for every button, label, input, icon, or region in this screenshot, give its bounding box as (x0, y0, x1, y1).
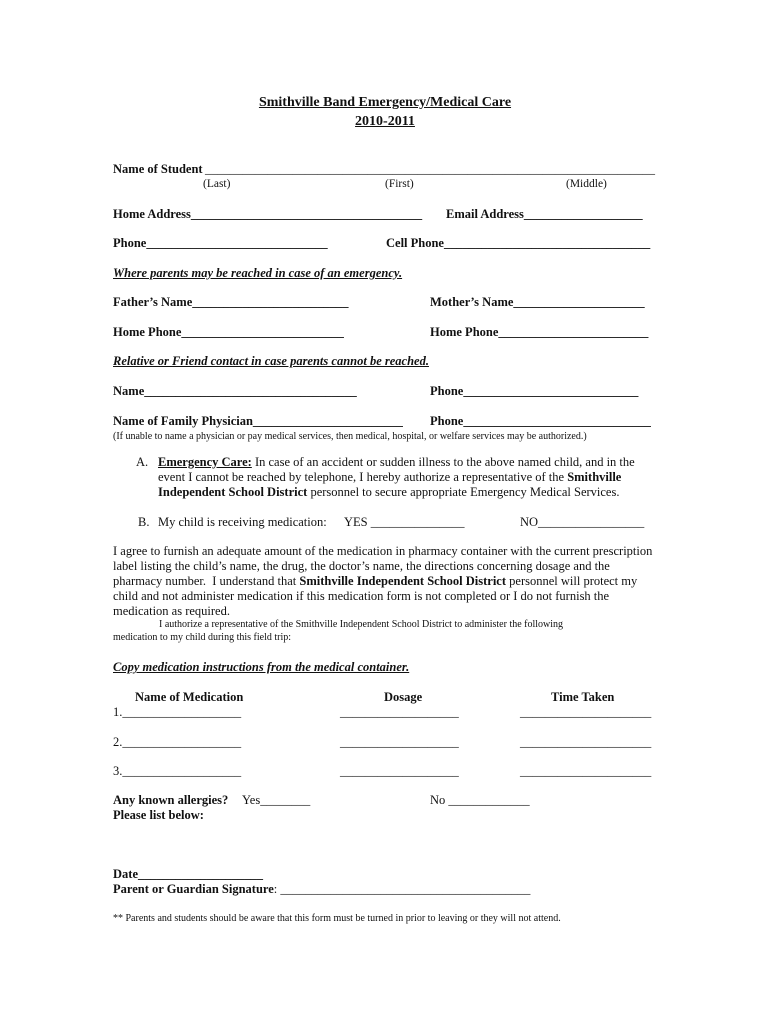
medication-2-time-field[interactable]: _____________________ (520, 735, 652, 749)
authorize-line-1: I authorize a representative of the Smithville Independent School District to administer the following (159, 619, 564, 630)
phone-field[interactable]: Phone_____________________________ (113, 236, 328, 250)
agreement-text-3a: pharmacy number. I understand that (113, 574, 300, 588)
medication-2-dosage-field[interactable]: ___________________ (340, 735, 459, 749)
mother-name-field[interactable]: Mother’s Name_____________________ (430, 295, 645, 309)
allergies-label: Any known allergies? (113, 793, 229, 807)
footer-note: ** Parents and students should be aware that this form must be turned in prior to leaving or they will not attend. (113, 913, 561, 924)
parents-section-heading: Where parents may be reached in case of an emergency. (113, 266, 403, 280)
emergency-care-text-3: personnel to secure appropriate Emergency Medical Services. (307, 485, 620, 499)
guardian-signature-field[interactable]: : ________________________________________ (273, 882, 531, 896)
medication-3-dosage-field[interactable]: ___________________ (340, 764, 459, 778)
col-medication-name: Name of Medication (135, 690, 244, 704)
mother-home-phone-field[interactable]: Home Phone________________________ (430, 325, 649, 339)
physician-name-field[interactable]: Name of Family Physician________________________ (113, 414, 403, 428)
agreement-line-1: I agree to furnish an adequate amount of the medication in pharmacy container with the current prescription (113, 544, 653, 558)
guardian-signature-label: Parent or Guardian Signature (113, 882, 274, 896)
agreement-text-3c: personnel will protect my (506, 574, 638, 588)
relative-name-field[interactable]: Name__________________________________ (113, 384, 357, 398)
agreement-line-5: medication as required. (113, 604, 230, 618)
emergency-care-label: Emergency Care: (158, 455, 252, 469)
form-year: 2010-2011 (355, 114, 415, 129)
father-home-phone-field[interactable]: Home Phone__________________________ (113, 325, 344, 339)
medication-yes-field[interactable]: YES _______________ (344, 515, 465, 529)
emergency-care-text-2: event I cannot be reached by telephone, I hereby authorize a representative of the (158, 470, 568, 484)
home-address-field[interactable]: Home Address_____________________________________ (113, 207, 423, 221)
student-name-field[interactable]: ________________________________________________________________________ (205, 162, 655, 176)
col-time-taken: Time Taken (551, 690, 615, 704)
medication-question: My child is receiving medication: (158, 515, 327, 529)
medication-1-name-field[interactable]: 1.___________________ (113, 705, 242, 719)
emergency-care-line-1 (158, 455, 635, 470)
emergency-care-text-1: In case of an accident or sudden illness to the above named child, and in the (251, 455, 635, 469)
cell-phone-field[interactable]: Cell Phone_________________________________ (386, 236, 651, 250)
relative-section-heading: Relative or Friend contact in case parents cannot be reached. (113, 354, 429, 368)
medication-section-heading: Copy medication instructions from the medical container. (113, 660, 410, 674)
form-title: Smithville Band Emergency/Medical Care (258, 95, 512, 110)
emergency-care-line-2 (158, 470, 621, 485)
medication-1-dosage-field[interactable]: ___________________ (340, 705, 459, 719)
agreement-district: Smithville Independent School District (299, 574, 507, 588)
physician-note: (If unable to name a physician or pay medical services, then medical, hospital, or welfare services may be authorized.) (113, 431, 587, 442)
item-a-marker: A. (136, 455, 149, 469)
relative-phone-field[interactable]: Phone____________________________ (430, 384, 639, 398)
allergies-list-label: Please list below: (113, 808, 204, 822)
student-name-label: Name of Student (113, 162, 203, 176)
father-name-field[interactable]: Father’s Name_________________________ (113, 295, 349, 309)
item-b-marker: B. (138, 515, 150, 529)
allergies-yes-field[interactable]: Yes________ (242, 793, 311, 807)
authorize-line-2: medication to my child during this field trip: (113, 632, 292, 643)
agreement-line-3 (113, 574, 637, 589)
emergency-care-line-3 (158, 485, 619, 500)
medication-no-field[interactable]: NO_________________ (520, 515, 645, 529)
student-first-caption: (First) (385, 178, 414, 190)
medication-1-time-field[interactable]: _____________________ (520, 705, 652, 719)
medication-2-name-field[interactable]: 2.___________________ (113, 735, 242, 749)
emergency-care-district-1: Smithville (567, 470, 622, 484)
physician-phone-field[interactable]: Phone______________________________ (430, 414, 651, 428)
medication-3-time-field[interactable]: _____________________ (520, 764, 652, 778)
date-field[interactable]: Date____________________ (113, 867, 263, 881)
student-last-caption: (Last) (203, 178, 231, 190)
medication-3-name-field[interactable]: 3.___________________ (113, 764, 242, 778)
student-middle-caption: (Middle) (566, 178, 607, 190)
emergency-care-district-2: Independent School District (158, 485, 308, 499)
agreement-line-2: label listing the child’s name, the drug, the doctor’s name, the directions concerning dosage and the (113, 559, 610, 573)
col-dosage: Dosage (384, 690, 423, 704)
allergies-no-field[interactable]: No _____________ (430, 793, 530, 807)
agreement-line-4: child and not administer medication if this medication form is not completed or I do not furnish the (113, 589, 610, 603)
email-address-field[interactable]: Email Address___________________ (446, 207, 643, 221)
guardian-signature-line (113, 882, 530, 897)
